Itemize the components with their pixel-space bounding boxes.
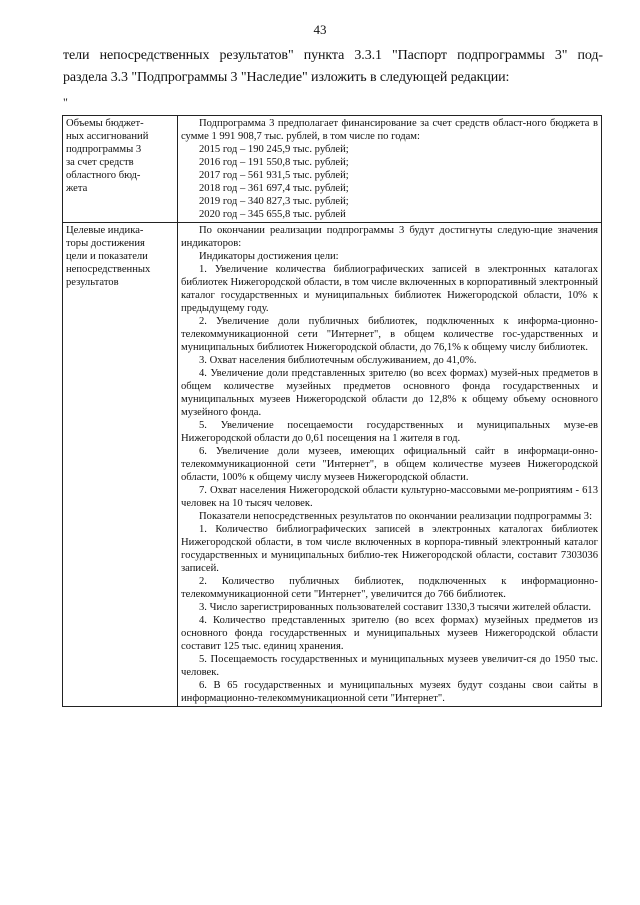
- label-line: подпрограммы 3: [66, 144, 142, 155]
- indicator-paragraph: 6. Увеличение доли музеев, имеющих официальный сайт в информаци-онно-телекоммуникационной сети "Интернет", в общем количестве музеев Нижегородской области, 100% к общему числу музеев Нижегородской области.: [181, 446, 598, 483]
- result-paragraph: 6. В 65 государственных и муниципальных музеях будут созданы свои сайты в информационно-телекоммуникационной сети "Интернет".: [181, 680, 598, 704]
- label-line: жета: [66, 183, 88, 194]
- label-line: ных ассигнований: [66, 131, 149, 142]
- passport-table: [62, 115, 602, 707]
- indicator-paragraph: 7. Охват населения Нижегородской области культурно-массовыми ме-роприятиям - 613 человек на 10 тысяч человек.: [181, 485, 598, 509]
- indicator-paragraph: 2. Увеличение доли публичных библиотек, подключенных к информа-ционно-телекоммуникационной сети "Интернет", в общем количестве гос-ударственных и муниципальных библиотек Нижегородской области, до 76,1% к общему числу библиотек.: [181, 316, 598, 353]
- funding-year: 2018 год – 361 697,4 тыс. рублей;: [199, 183, 349, 194]
- result-paragraph: 2. Количество публичных библиотек, подключенных к информационно-телекоммуникационной сети "Интернет", увеличится до 766 библиотек.: [181, 576, 598, 600]
- intro-line: тели непосредственных результатов" пункта 3.3.1 "Паспорт подпрограммы 3" под-: [63, 48, 603, 63]
- funding-year: 2015 год – 190 245,9 тыс. рублей;: [199, 144, 349, 155]
- intro-paragraph: [63, 45, 603, 89]
- funding-year: 2017 год – 561 931,5 тыс. рублей;: [199, 170, 349, 181]
- indicator-paragraph: По окончании реализации подпрограммы 3 будут достигнуты следую-щие значения индикаторов:: [181, 225, 598, 249]
- funding-year: 2019 год – 340 827,3 тыс. рублей;: [199, 196, 349, 207]
- result-paragraph: 5. Посещаемость государственных и муниципальных музеев увеличит-ся до 1950 тыс. человек.: [181, 654, 598, 678]
- label-line: за счет средств: [66, 157, 134, 168]
- indicators-label-cell: [63, 223, 178, 707]
- opening-quote: ": [63, 95, 68, 109]
- label-line: цели и показатели: [66, 251, 148, 262]
- funding-row: [63, 116, 602, 223]
- page-number: 43: [313, 22, 327, 37]
- indicator-paragraph: 5. Увеличение посещаемости государственных и муниципальных музе-ев Нижегородской области до 0,61 посещения на 1 жителя в год.: [181, 420, 598, 444]
- funding-content-cell: [178, 116, 602, 223]
- label-line: Целевые индика-: [66, 225, 144, 236]
- result-paragraph: 4. Количество представленных зрителю (во всех формах) музейных предметов из основного фонда государственных и муниципальных музеев Нижегородской области составит 125 тыс. единиц хранения.: [181, 615, 598, 652]
- funding-year: 2020 год – 345 655,8 тыс. рублей: [199, 209, 346, 220]
- indicator-paragraph: 3. Охват населения библиотечным обслуживанием, до 41,0%.: [199, 355, 477, 366]
- indicator-paragraph: 4. Увеличение доли представленных зрителю (во всех формах) музей-ных предметов в общем количестве музейных предметов основного фонда государственных и муниципальных музеев Нижегородской области до 12,8% к общему объему основного музейного фонда.: [181, 368, 598, 418]
- result-paragraph: 1. Количество библиографических записей в электронных каталогах библиотек Нижегородской области, в том числе включенных в корпора-тивный электронный каталог государственных и муниципальных библио-тек Нижегородской области, составит 7303036 записей.: [181, 524, 598, 574]
- funding-year: 2016 год – 191 550,8 тыс. рублей;: [199, 157, 349, 168]
- indicator-paragraph: 1. Увеличение количества библиографических записей в электронных каталогах библиотек Нижегородской области, в том числе включенных в корпоративный электронный каталог государственных и муниципальных библиотек Нижегородской области, 10% к предыдущему году.: [181, 264, 598, 314]
- label-line: результатов: [66, 277, 119, 288]
- result-paragraph: 3. Число зарегистрированных пользователей составит 1330,3 тысячи жителей области.: [199, 602, 592, 613]
- label-line: торы достижения: [66, 238, 145, 249]
- result-heading: Показатели непосредственных результатов по окончании реализации подпрограммы 3:: [199, 511, 593, 522]
- label-line: непосредственных: [66, 264, 151, 275]
- indicator-paragraph: Индикаторы достижения цели:: [199, 251, 339, 262]
- intro-line: раздела 3.3 "Подпрограммы 3 "Наследие" изложить в следующей редакции:: [63, 70, 510, 85]
- funding-label-cell: [63, 116, 178, 223]
- indicators-row: [63, 223, 602, 707]
- label-line: областного бюд-: [66, 170, 141, 181]
- label-line: Объемы бюджет-: [66, 118, 144, 129]
- funding-intro: Подпрограмма 3 предполагает финансирование за счет средств област-ного бюджета в сумме 1 991 908,7 тыс. рублей, в том числе по годам:: [181, 118, 598, 142]
- indicators-content-cell: [178, 223, 602, 707]
